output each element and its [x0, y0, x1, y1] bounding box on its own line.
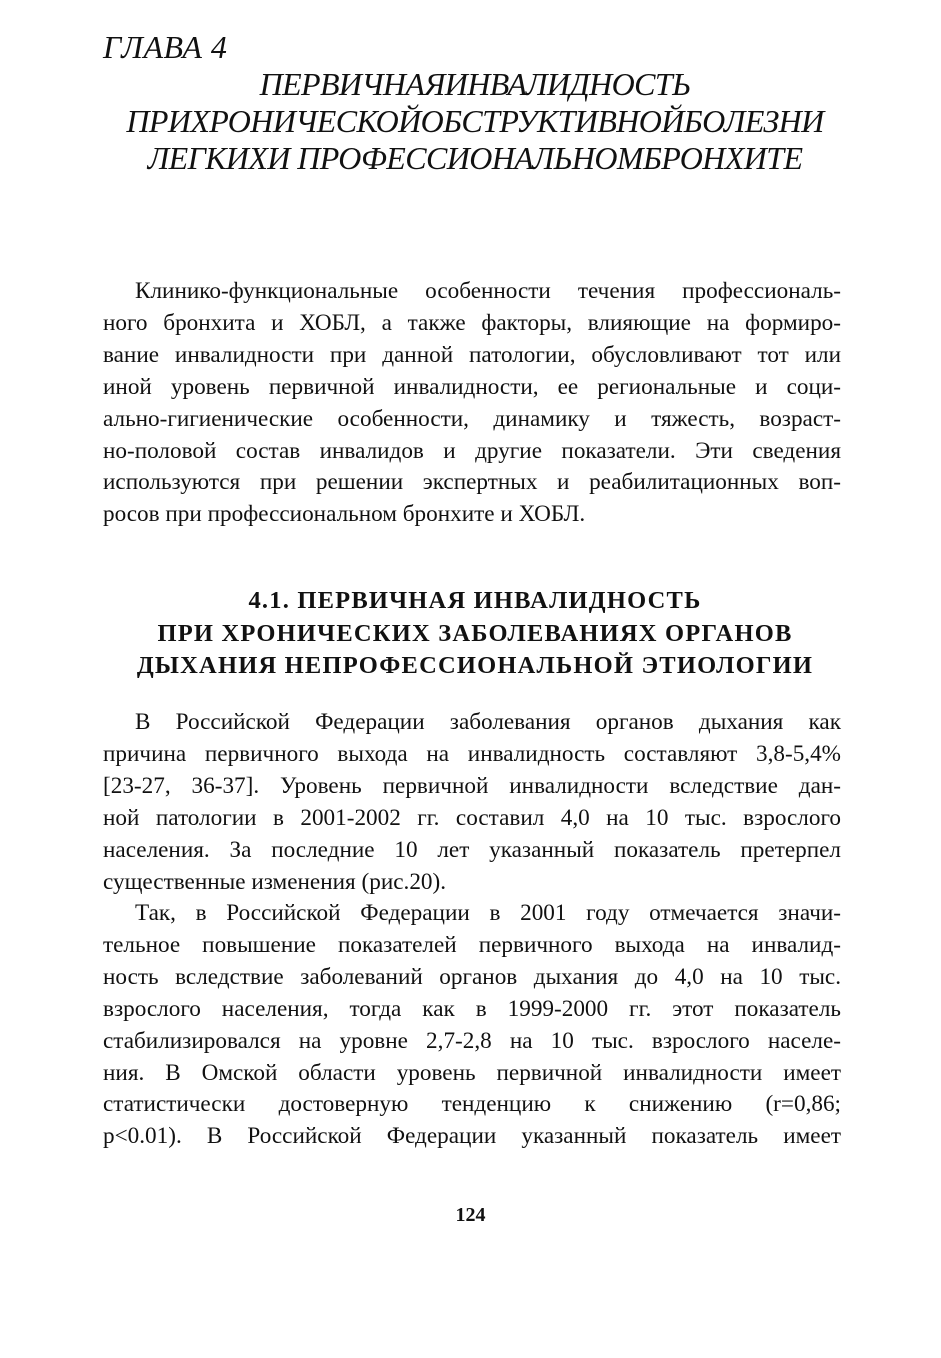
paragraph-line: населения. За последние 10 лет указанный показатель претерпел: [103, 836, 841, 863]
chapter-title-line: ПЕРВИЧНАЯИНВАЛИДНОСТЬ: [259, 66, 691, 102]
chapter-title-line: ПРИХРОНИЧЕСКОЙОБСТРУКТИВНОЙБОЛЕЗНИ: [126, 103, 824, 139]
paragraph-line: стабилизировался на уровне 2,7-2,8 на 10 тыс. взрослого населе-: [103, 1027, 841, 1054]
paragraph-line: но-половой состав инвалидов и другие показатели. Эти сведения: [103, 437, 841, 464]
paragraph-line: ность вследствие заболеваний органов дыхания до 4,0 на 10 тыс.: [103, 963, 841, 990]
paragraph-line: [23-27, 36-37]. Уровень первичной инвалидности вследствие дан-: [103, 772, 841, 799]
paragraph-line: Клинико-функциональные особенности течения профессиональ-: [135, 278, 841, 304]
paragraph-line: существенные изменения (рис.20).: [103, 868, 447, 895]
chapter-label: ГЛАВА 4: [103, 29, 228, 65]
page-number: 124: [455, 1204, 486, 1226]
paragraph-line: ния. В Омской области уровень первичной инвалидности имеет: [103, 1059, 841, 1086]
paragraph-line: используются при решении экспертных и реабилитационных воп-: [103, 469, 841, 496]
paragraph-line: В Российской Федерации заболевания органов дыхания как: [135, 709, 841, 735]
paragraph-line: ного бронхита и ХОБЛ, а также факторы, влияющие на формиро-: [103, 309, 841, 336]
intro-paragraph: [103, 276, 841, 531]
paragraph-line: росов при профессиональном бронхите и ХОБЛ.: [103, 501, 586, 528]
paragraph-line: ально-гигиенические особенности, динамику и тяжесть, возраст-: [103, 405, 841, 432]
paragraph-line: p<0.01). В Российской Федерации указанный показатель имеет: [103, 1123, 841, 1150]
body-paragraph-2: [103, 898, 841, 1153]
paragraph-line: статистически достоверную тенденцию к снижению (r=0,86;: [103, 1091, 841, 1118]
paragraph-line: тельное повышение показателей первичного выхода на инвалид-: [103, 931, 841, 958]
section-heading-line: ПРИ ХРОНИЧЕСКИХ ЗАБОЛЕВАНИЯХ ОРГАНОВ: [157, 619, 793, 647]
section-heading-line: ДЫХАНИЯ НЕПРОФЕССИОНАЛЬНОЙ ЭТИОЛОГИИ: [136, 652, 814, 679]
paragraph-line: вание инвалидности при данной патологии, обусловливают тот или: [103, 341, 841, 368]
section-heading: [90, 585, 860, 683]
paragraph-line: причина первичного выхода на инвалидность составляют 3,8-5,4%: [103, 740, 841, 767]
section-heading-line: 4.1. ПЕРВИЧНАЯ ИНВАЛИДНОСТЬ: [248, 587, 702, 614]
paragraph-line: ной патологии в 2001-2002 гг. составил 4,0 на 10 тыс. взрослого: [103, 804, 841, 831]
paragraph-line: взрослого населения, тогда как в 1999-2000 гг. этот показатель: [103, 995, 841, 1022]
paragraph-line: иной уровень первичной инвалидности, ее региональные и соци-: [103, 373, 841, 400]
body-paragraph-1: [103, 707, 841, 898]
chapter-title-line: ЛЕГКИХИ ПРОФЕССИОНАЛЬНОМБРОНХИТЕ: [147, 140, 803, 176]
paragraph-line: Так, в Российской Федерации в 2001 году отмечается значи-: [135, 900, 841, 926]
chapter-title: [90, 66, 860, 177]
